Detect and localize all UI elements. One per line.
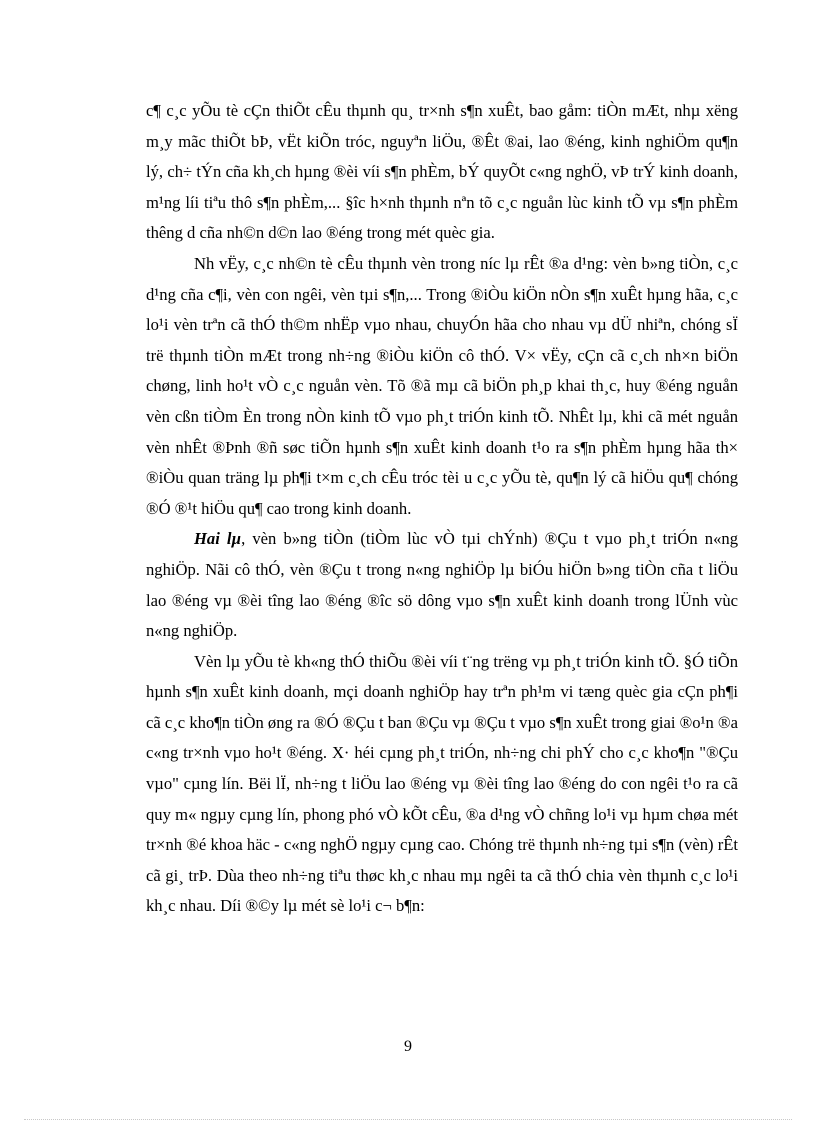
paragraph-2: Nh vËy, c¸c nh©n tè cÊu thµnh vèn trong níc lµ rÊt ®a d¹ng: vèn b»ng tiÒn, c¸c d¹ng cña c¶i, vèn con ngêi, vèn tµi s¶n,... Trong ®iÒu kiÖn nÒn s¶n xuÊt hµng hãa, c¸c lo¹i vèn trªn cã thÓ th©m nhËp vµo nhau, chuyÓn hãa cho nhau vµ dÜ nhiªn, chóng sÏ trë thµnh tiÒn mÆt trong nh÷ng ®iÒu kiÖn cô thÓ. V× vËy, cÇn cã c¸ch nh×n biÖn chøng, linh ho¹t vÒ c¸c nguån vèn. Tõ ®ã mµ cã biÖn ph¸p khai th¸c, huy ®éng nguån vèn cßn tiÒm Èn trong nÒn kinh tÕ vµo ph¸t triÓn kinh tÕ. NhÊt lµ, khi cã mét nguån vèn nhÊt ®Þnh ®ñ søc tiÕn hµnh s¶n xuÊt kinh doanh t¹o ra s¶n phÈm hµng hãa th× ®iÒu quan träng lµ ph¶i t×m c¸ch cÊu tróc tèi u c¸c yÕu tè, qu¶n lý cã hiÖu qu¶ chóng ®Ó ®¹t hiÖu qu¶ cao trong kinh doanh. bbox=[146, 253, 738, 518]
lead-term: Hai lµ bbox=[194, 529, 242, 549]
paragraph-1: c¶ c¸c yÕu tè cÇn thiÕt cÊu thµnh qu¸ tr×nh s¶n xuÊt, bao gåm: tiÒn mÆt, nhµ xëng m¸y mãc thiÕt bÞ, vËt kiÕn tróc, nguyªn liÖu, ®Êt ®ai, lao ®éng, kinh nghiÖm qu¶n lý, ch÷ tÝn cña kh¸ch hµng ®èi víi s¶n phÈm, bÝ quyÕt c«ng nghÖ, vÞ trÝ kinh doanh, m¹ng líi tiªu thô s¶n phÈm,... §îc h×nh thµnh nªn tõ c¸c nguån lùc kinh tÕ vµ s¶n phÈm thêng d cña nh©n d©n lao ®éng trong mét quèc gia. bbox=[146, 101, 738, 243]
paragraph-4: Vèn lµ yÕu tè kh«ng thÓ thiÕu ®èi víi t¨ng trëng vµ ph¸t triÓn kinh tÕ. §Ó tiÕn hµnh s¶n xuÊt kinh doanh, mçi doanh nghiÖp hay trªn ph¹m vi tæng quèc gia cÇn ph¶i cã c¸c kho¶n tiÒn øng ra ®Ó ®Çu t ban ®Çu vµ ®Çu t vµo s¶n xuÊt trong giai ®o¹n ®a c«ng tr×nh vµo ho¹t ®éng. X· héi cµng ph¸t triÓn, nh÷ng chi phÝ cho c¸c kho¶n "®Çu vµo" cµng lín. Bëi lÏ, nh÷ng t liÖu lao ®éng vµ ®èi tîng lao ®éng do con ngêi t¹o ra cã quy m« ngµy cµng lín, phong phó vÒ kÕt cÊu, ®a d¹ng vÒ chñng lo¹i vµ hµm chøa mét tr×nh ®é khoa häc - c«ng nghÖ ngµy cµng cao. Chóng trë thµnh nh÷ng tµi s¶n (vèn) rÊt cã gi¸ trÞ. Dùa theo nh÷ng tiªu thøc kh¸c nhau mµ ngêi ta cã thÓ chia vèn thµnh c¸c lo¹i kh¸c nhau. Díi ®©y lµ mét sè lo¹i c¬ b¶n: bbox=[146, 651, 738, 916]
page-number: 9 bbox=[404, 1038, 412, 1055]
page-bottom-divider bbox=[24, 1119, 792, 1120]
paragraph-3 bbox=[146, 524, 738, 646]
paragraph-3-text: , vèn b»ng tiÒn (tiÒm lùc vÒ tµi chÝnh) ®Çu t vµo ph¸t triÓn n«ng nghiÖp. Nãi cô thÓ, vèn ®Çu t trong n«ng nghiÖp lµ biÓu hiÖn b»ng tiÒn cña t liÖu lao ®éng vµ ®èi tîng lao ®éng ®îc sö dông vµo s¶n xuÊt kinh doanh trong lÜnh vùc n«ng nghiÖp. bbox=[146, 529, 738, 641]
body-text bbox=[146, 96, 738, 922]
